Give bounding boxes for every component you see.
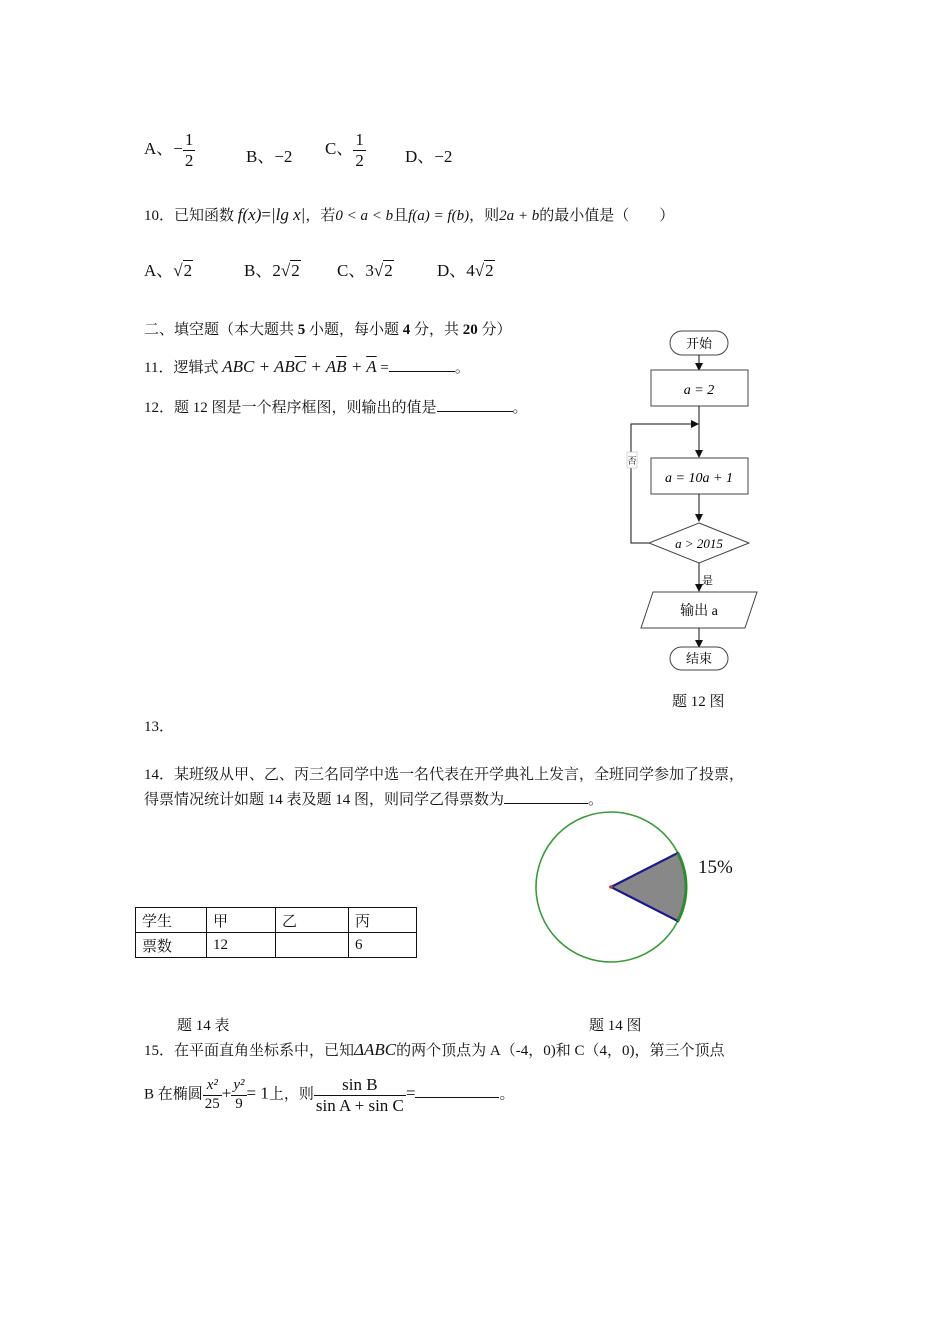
option-label: C、 (337, 261, 366, 280)
q11-number: 11． (144, 360, 174, 376)
q10-option-c (337, 256, 394, 281)
q10-option-b (244, 256, 301, 281)
q10-cond2: f(a) = f(b) (408, 208, 470, 224)
q10-expr: 2a + b (499, 208, 540, 224)
option-coef: 3 (365, 261, 374, 280)
q11-end: 。 (454, 360, 470, 376)
table-header-cell: 乙 (276, 908, 349, 933)
option-c-label: C、 (325, 138, 354, 158)
pie-chart (530, 808, 770, 970)
frac-num: 1 (355, 130, 364, 149)
logic-expression: ABC + $AB\overline{C} + A\overline{B} + \overline{A}$ (222, 357, 377, 376)
frac-den: 2 (184, 150, 194, 170)
answer-blank[interactable] (504, 803, 588, 804)
sqrt-symbol: √2 (173, 261, 193, 280)
q10-text: 已知函数 (174, 208, 235, 224)
q10-stem (144, 204, 674, 225)
q10-eq: = (261, 205, 271, 224)
option-d-value: −2 (434, 147, 453, 166)
frac-den: 9 (235, 1095, 243, 1112)
q14-text: 得票情况统计如题 14 表及题 14 图，则同学乙得票数为 (144, 792, 505, 808)
q10-number: 10． (144, 208, 175, 224)
q15-line2 (144, 1075, 515, 1115)
q14-end: 。 (588, 792, 604, 808)
figure14-caption: 题 14 图 (589, 1018, 642, 1034)
option-label: A、 (144, 261, 174, 280)
q14-text: 某班级从甲、乙、丙三名同学中选一名代表在开学典礼上发言，全班同学参加了投票， (174, 767, 745, 783)
table14-caption: 题 14 表 (177, 1018, 230, 1034)
q12-text: 题 12 图是一个程序框图，则输出的值是 (174, 400, 437, 416)
init-label: a = 2 (683, 383, 715, 398)
option-c-fraction (353, 130, 366, 170)
votes-table (135, 907, 417, 958)
table-header-cell: 丙 (349, 908, 417, 933)
section-each: 4 (402, 322, 411, 338)
slice-percent-label: 15% (698, 857, 733, 878)
q15-end: 。 (499, 1086, 515, 1103)
equals-sign: = (405, 1083, 416, 1103)
frac-num: sin B (314, 1075, 406, 1096)
q14-line1 (144, 763, 744, 784)
answer-blank[interactable] (415, 1097, 499, 1098)
frac-num: y² (231, 1077, 246, 1095)
answer-blank[interactable] (389, 371, 455, 372)
section-title-text: 分，共 (410, 322, 463, 338)
q14-line2 (144, 788, 603, 809)
q11-text: 逻辑式 (173, 360, 219, 376)
q10-func: f(x) (237, 205, 262, 224)
no-label: 否 (627, 456, 637, 466)
table-header-cell: 甲 (207, 908, 276, 933)
radicand: 2 (384, 261, 393, 280)
q9-option-b (246, 142, 292, 167)
flowchart (600, 322, 780, 687)
q9-option-d (405, 142, 452, 167)
option-b-label: B、 (246, 147, 275, 166)
q10-cond: 0 < a < b (335, 208, 394, 224)
q12-number: 12． (144, 400, 175, 416)
option-label: D、 (437, 261, 467, 280)
section-title-text: 二、填空题（本大题共 (144, 322, 298, 338)
condition-label: a > 2015 (675, 536, 723, 551)
update-label: a = 10a + 1 (665, 471, 733, 486)
frac-den: 25 (204, 1095, 220, 1112)
q10-text: ，若 (305, 208, 336, 224)
output-label: 输出 a (680, 604, 718, 619)
radicand: 2 (291, 261, 300, 280)
q13-number: 13． (144, 719, 175, 735)
frac-den: 2 (355, 150, 364, 170)
option-a-label: A、 (144, 138, 174, 158)
q10-abs-expr: |lg x| (270, 205, 306, 224)
start-label: 开始 (685, 336, 713, 351)
section-title-text: 小题，每小题 (305, 322, 403, 338)
q9-option-c (325, 130, 366, 170)
end-label: 结束 (685, 651, 713, 666)
q11: 11．逻辑式 ABC + $AB\overline{C} + A\overline{B} + \overline{A}$ = 。 (144, 357, 470, 376)
table-row (136, 933, 417, 958)
q12 (144, 396, 528, 417)
equals-one: = 1 (246, 1083, 269, 1103)
option-a-sign: − (173, 138, 183, 158)
answer-blank[interactable] (437, 411, 513, 412)
sqrt-symbol: √2 (373, 261, 393, 280)
q14-number: 14． (144, 767, 175, 783)
q15-text: B 在椭圆 (144, 1086, 203, 1103)
pie-center-dot (609, 885, 613, 889)
ellipse-y-fraction (231, 1077, 246, 1113)
table-row (136, 908, 417, 933)
q15-number: 15． (144, 1043, 175, 1059)
frac-num: 1 (184, 130, 194, 149)
option-b-value: −2 (274, 147, 293, 166)
figure12-caption: 题 12 图 (672, 694, 725, 710)
q10-text: ，则 (469, 208, 500, 224)
section-title (144, 318, 512, 339)
q15-text: 上，则 (268, 1086, 314, 1103)
plus-sign: + (221, 1083, 232, 1103)
table-row-label: 票数 (136, 933, 207, 958)
yes-label: 是 (702, 575, 713, 587)
q12-end: 。 (512, 400, 528, 416)
q9-options (144, 130, 195, 170)
option-coef: 4 (466, 261, 475, 280)
section-title-text: 分） (477, 322, 512, 338)
ellipse-x-fraction (203, 1077, 222, 1113)
option-a-fraction (183, 130, 196, 170)
section-total: 20 (462, 322, 478, 338)
q15-line1 (144, 1039, 724, 1060)
radicand: 2 (485, 261, 494, 280)
q10-option-a (144, 256, 193, 281)
table-cell: 12 (207, 933, 276, 958)
sine-ratio-fraction (314, 1075, 406, 1115)
frac-num: x² (203, 1077, 222, 1095)
table-header-cell: 学生 (136, 908, 207, 933)
section-count: 5 (297, 322, 306, 338)
q10-option-d (437, 256, 495, 281)
q10-text: 且 (393, 208, 409, 224)
option-label: B、 (244, 261, 273, 280)
option-coef: 2 (272, 261, 281, 280)
q15-text: 的两个顶点为 A（-4，0)和 C（4，0)，第三个顶点 (396, 1043, 725, 1059)
radicand: 2 (183, 261, 193, 280)
frac-den: sin A + sin C (315, 1095, 404, 1115)
q10-text: 的最小值是（ ） (539, 208, 675, 224)
sqrt-symbol: √2 (280, 261, 300, 280)
table-cell: 6 (349, 933, 417, 958)
option-d-label: D、 (405, 147, 435, 166)
q15-text: 在平面直角坐标系中，已知 (174, 1043, 355, 1059)
sqrt-symbol: √2 (474, 261, 494, 280)
table-cell (276, 933, 349, 958)
q15-triangle: ΔABC (354, 1040, 397, 1059)
